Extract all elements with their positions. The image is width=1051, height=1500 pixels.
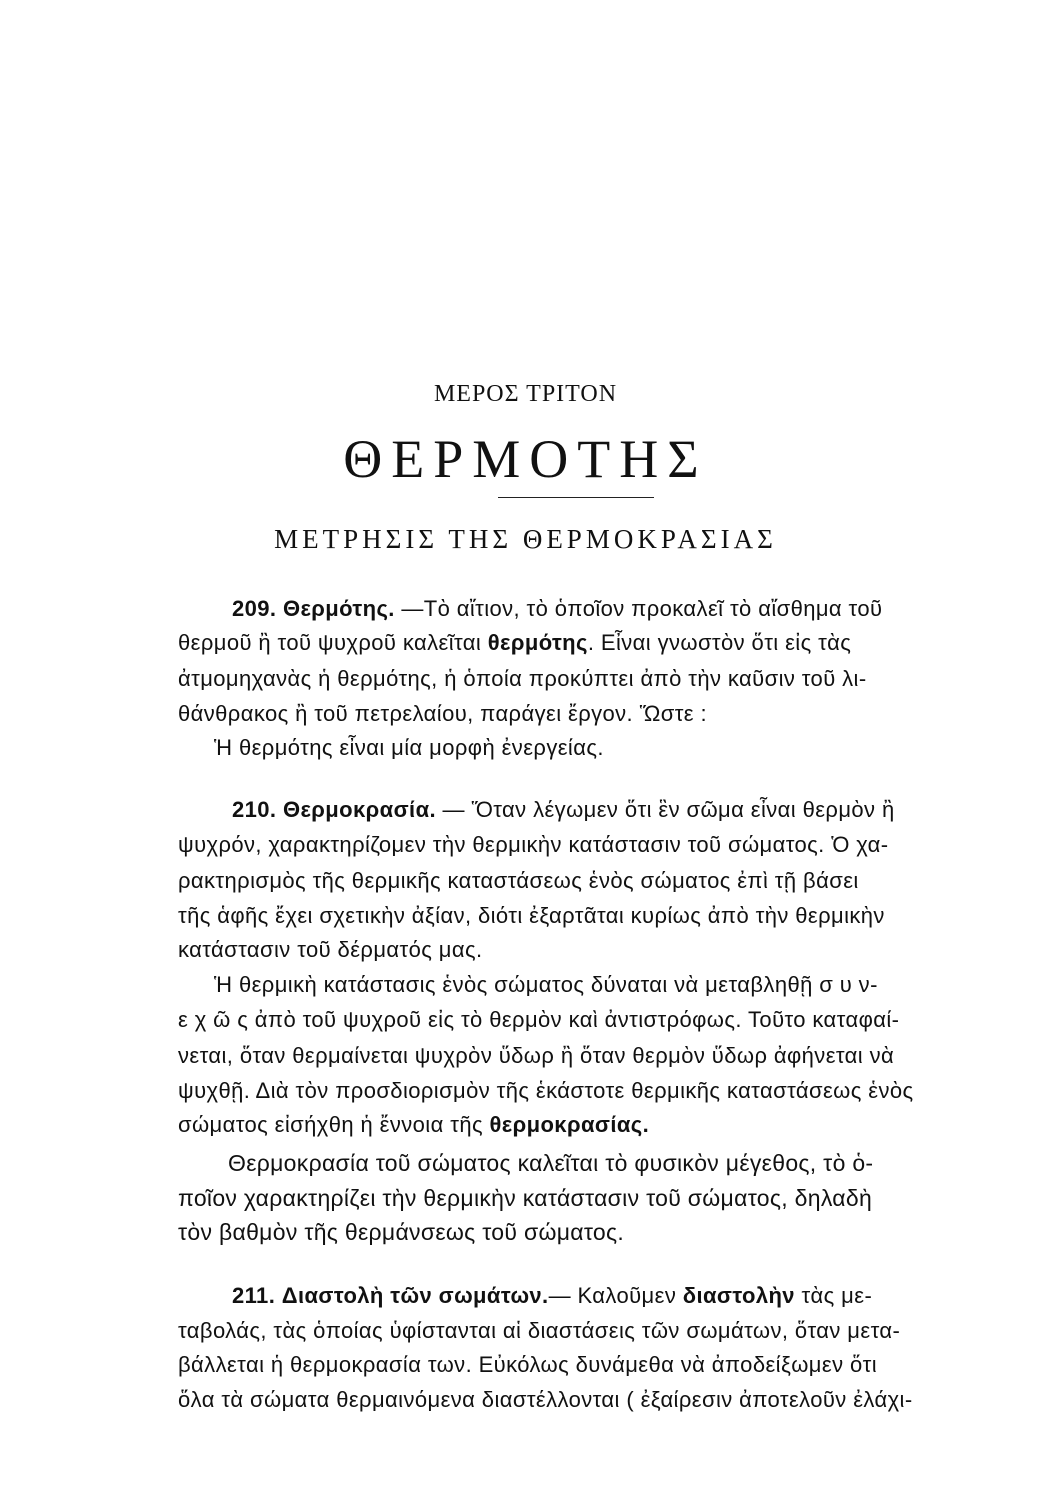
p210-heading: Θερμοκρασία. — [282, 797, 437, 822]
part-title: ΜΕΡΟΣ ΤΡΙΤΟΝ — [433, 381, 618, 407]
chapter-title: ΘΕΡΜΟΤΗΣ — [343, 429, 708, 489]
p209-line-4: θάνθρακος ἢ τοῦ πετρελαίου, παράγει ἔργον. Ὥστε : — [178, 701, 708, 726]
p209-number: 209. — [232, 596, 277, 621]
p211-line-1 — [232, 1281, 872, 1311]
p209-heading: Θερμότης. — [282, 596, 395, 621]
p210-line-3: ρακτηρισμὸς τῆς θερμικῆς καταστάσεως ἑνὸς σώματος ἐπὶ τῇ βάσει — [178, 868, 859, 893]
p210-number: 210. — [232, 797, 277, 822]
p210-definition-line-3: τὸν βαθμὸν τῆς θερμάνσεως τοῦ σώματος. — [178, 1219, 625, 1245]
p209-line-3: ἀτμομηχανὰς ἡ θερμότης, ἡ ὁποία προκύπτει ἀπὸ τὴν καῦσιν τοῦ λι- — [178, 666, 867, 691]
p211-text: — Καλοῦμεν — [548, 1283, 683, 1308]
p210-line-2: ψυχρόν, χαρακτηρίζομεν τὴν θερμικὴν κατάστασιν τοῦ σώματος. Ὁ χα- — [178, 832, 889, 857]
p209-conclusion: Ἡ θερμότης εἶναι μία μορφὴ ἐνεργείας. — [214, 735, 604, 760]
p211-line-2: ταβολάς, τὰς ὁποίας ὑφίστανται αἱ διαστάσεις τῶν σωμάτων, ὅταν μετα- — [178, 1318, 901, 1343]
p209-text: —Τὸ αἴτιον, τὸ ὁποῖον προκαλεῖ τὸ αἴσθημα τοῦ — [401, 596, 883, 621]
p210-line-5: κατάστασιν τοῦ δέρματός μας. — [178, 937, 483, 962]
p210-text: σώματος εἰσήχθη ἡ ἔννοια τῆς — [178, 1112, 490, 1137]
p209-line-2 — [178, 628, 851, 658]
title-divider — [498, 497, 654, 498]
p211-line-3: βάλλεται ἡ θερμοκρασία των. Εὐκόλως δυνάμεθα νὰ ἀποδείξωμεν ὅτι — [178, 1352, 877, 1377]
p211-line-4: ὅλα τὰ σώματα θερμαινόμενα διαστέλλονται ( ἐξαίρεσιν ἀποτελοῦν ἐλάχι- — [178, 1387, 913, 1412]
p209-term-thermotis: θερμότης — [487, 630, 588, 655]
p211-number: 211. — [232, 1283, 276, 1308]
p210-line-7: ε χ ῶ ς ἀπὸ τοῦ ψυχροῦ εἰς τὸ θερμὸν καὶ ἀντιστρόφως. Τοῦτο καταφαί- — [178, 1007, 900, 1032]
p209-line-1 — [232, 594, 882, 624]
section-title: ΜΕΤΡΗΣΙΣ ΤΗΣ ΘΕΡΜΟΚΡΑΣΙΑΣ — [274, 524, 777, 554]
p210-line-8: νεται, ὅταν θερμαίνεται ψυχρὸν ὕδωρ ἢ ὅταν θερμὸν ὕδωρ ἀφήνεται νὰ — [178, 1043, 895, 1068]
p209-text: . Εἶναι γνωστὸν ὅτι εἰς τὰς — [587, 630, 852, 655]
p209-text: θερμοῦ ἢ τοῦ ψυχροῦ καλεῖται — [178, 630, 488, 655]
p210-line-10 — [178, 1110, 649, 1140]
p210-definition-line-2: ποῖον χαρακτηρίζει τὴν θερμικὴν κατάστασιν τοῦ σώματος, δηλαδὴ — [178, 1185, 873, 1211]
p211-text: τὰς με- — [794, 1283, 873, 1308]
p210-line-9: ψυχθῇ. Διὰ τὸν προσδιορισμὸν τῆς ἑκάστοτε θερμικῆς καταστάσεως ἑνὸς — [178, 1078, 914, 1103]
p210-text: . — [642, 1112, 650, 1137]
p210-term-thermokrasia: θερμοκρασίας — [489, 1112, 643, 1137]
p210-definition-line-1: Θερμοκρασία τοῦ σώματος καλεῖται τὸ φυσικὸν μέγεθος, τὸ ὁ- — [228, 1150, 874, 1176]
p211-term-diastoli: διαστολὴν — [682, 1283, 795, 1308]
p210-line-4: τῆς ἁφῆς ἔχει σχετικὴν ἀξίαν, διότι ἐξαρτᾶται κυρίως ἀπὸ τὴν θερμικὴν — [178, 903, 885, 928]
p211-heading: Διαστολὴ τῶν σωμάτων. — [281, 1283, 549, 1308]
p210-line-1 — [232, 795, 895, 825]
p210-text: — Ὅταν λέγωμεν ὅτι ἓν σῶμα εἶναι θερμὸν ἢ — [442, 797, 895, 822]
p210-line-6: Ἡ θερμικὴ κατάστασις ἑνὸς σώματος δύναται νὰ μεταβληθῇ σ υ ν- — [214, 972, 878, 997]
